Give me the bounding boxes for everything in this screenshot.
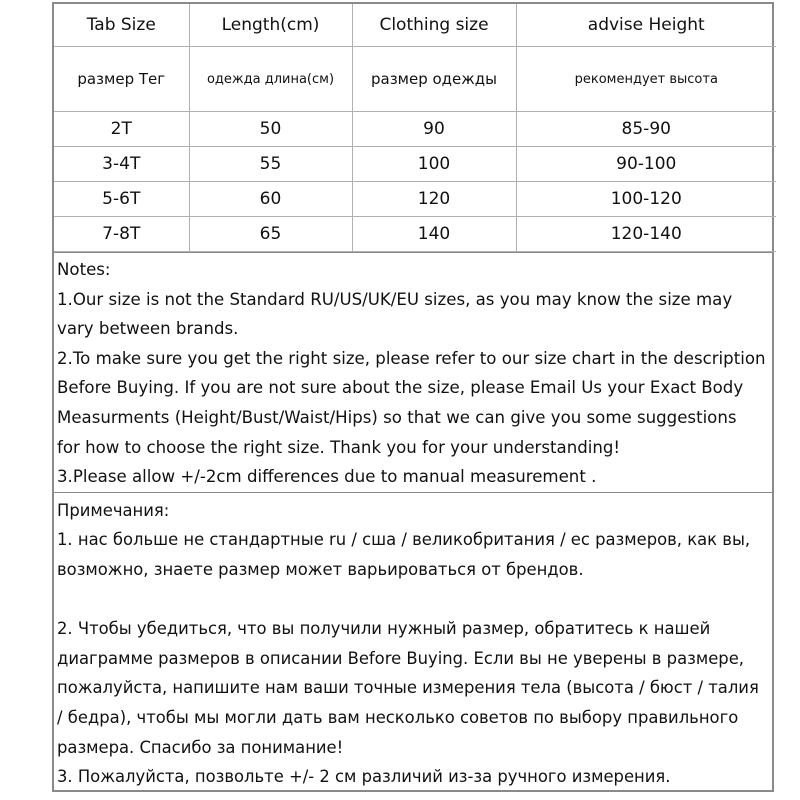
cell-height: 100-120 <box>516 182 776 217</box>
notes-russian <box>54 492 772 792</box>
table-header-row-en <box>54 4 776 47</box>
note-line-ru: пожалуйста, напишите нам ваши точные измерения тела (высота / бюст / талия <box>57 678 759 698</box>
cell-height: 120-140 <box>516 217 776 252</box>
size-table <box>54 4 776 252</box>
table-row <box>54 182 776 217</box>
note-line-ru: / бедра), чтобы мы могли дать вам несколько советов по выбору правильного <box>57 707 739 727</box>
notes-english <box>54 252 772 492</box>
table-row <box>54 217 776 252</box>
cell-tab-size: 5-6T <box>54 182 189 217</box>
note-line-ru: 1. нас больше не стандартные ru / сша / великобритания / ес размеров, как вы, <box>57 530 751 550</box>
cell-length: 55 <box>189 147 352 182</box>
table-row <box>54 147 776 182</box>
note-line: 1.Our size is not the Standard RU/US/UK/EU sizes, as you may know the size may <box>57 289 733 309</box>
cell-tab-size: 2T <box>54 112 189 147</box>
cell-clothing-size: 120 <box>352 182 516 217</box>
header-ru-height: рекомендует высота <box>516 47 776 112</box>
cell-length: 50 <box>189 112 352 147</box>
header-ru-length: одежда длина(см) <box>189 47 352 112</box>
note-line: vary between brands. <box>57 319 239 339</box>
note-line-ru: 2. Чтобы убедиться, что вы получили нужный размер, обратитесь к нашей <box>57 619 711 639</box>
note-line-ru: размера. Спасибо за понимание! <box>57 737 344 757</box>
cell-clothing-size: 140 <box>352 217 516 252</box>
header-length: Length(cm) <box>189 4 352 47</box>
header-tab-size: Tab Size <box>54 4 189 47</box>
note-line: for how to choose the right size. Thank you for your understanding! <box>57 437 621 457</box>
cell-clothing-size: 100 <box>352 147 516 182</box>
note-line: 2.To make sure you get the right size, please refer to our size chart in the description <box>57 348 766 368</box>
header-ru-tag-size: размер Тег <box>54 47 189 112</box>
notes-heading-ru: Примечания: <box>57 500 170 520</box>
table-header-row-ru <box>54 47 776 112</box>
note-spacer <box>57 585 772 615</box>
cell-tab-size: 7-8T <box>54 217 189 252</box>
note-line: Before Buying. If you are not sure about the size, please Email Us your Exact Body <box>57 378 744 398</box>
cell-clothing-size: 90 <box>352 112 516 147</box>
note-line-ru: 3. Пожалуйста, позвольте +/- 2 см различий из-за ручного измерения. <box>57 767 671 787</box>
note-line-ru: диаграмме размеров в описании Before Buying. Если вы не уверены в размере, <box>57 648 744 668</box>
header-advise-height: advise Height <box>516 4 776 47</box>
cell-length: 65 <box>189 217 352 252</box>
size-chart-sheet <box>52 2 774 792</box>
cell-height: 85-90 <box>516 112 776 147</box>
table-row <box>54 112 776 147</box>
cell-height: 90-100 <box>516 147 776 182</box>
header-clothing-size: Clothing size <box>352 4 516 47</box>
note-line-ru: возможно, знаете размер может варьироваться от брендов. <box>57 559 584 579</box>
note-line: 3.Please allow +/-2cm differences due to manual measurement . <box>57 467 597 487</box>
note-line: Measurments (Height/Bust/Waist/Hips) so that we can give you some suggestions <box>57 407 737 427</box>
notes-heading: Notes: <box>57 260 111 279</box>
cell-tab-size: 3-4T <box>54 147 189 182</box>
header-ru-clothing-size: размер одежды <box>352 47 516 112</box>
cell-length: 60 <box>189 182 352 217</box>
